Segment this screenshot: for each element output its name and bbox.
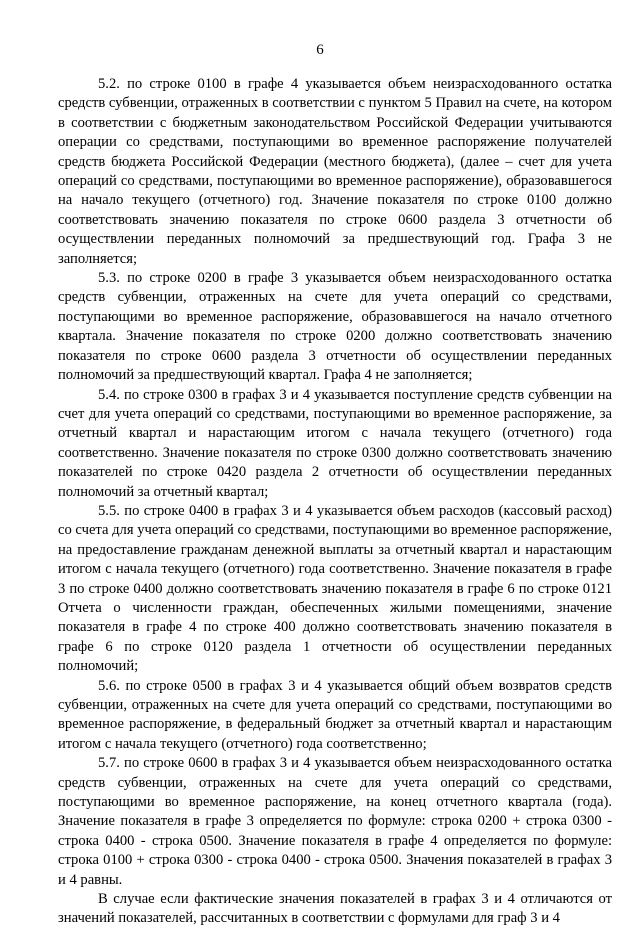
- paragraph-5-4: 5.4. по строке 0300 в графах 3 и 4 указывается поступление средств субвенции на счет для учета операций со средствами, поступающими во временное распоряжение, за отчетный квартал и нарастающим итогом с начала текущего (отчетного) года соответственно. Значение показателя по строке 0300 должно соответствовать значению показателей по строке 0420 раздела 2 отчетности об осуществлении переданных полномочий за отчетный квартал;: [58, 386, 612, 500]
- paragraph-5-2: 5.2. по строке 0100 в графе 4 указывается объем неизрасходованного остатка средств субвенции, отраженных в соответствии с пунктом 5 Правил на счете, на котором в соответствии с бюджетным законодательством Российской Федерации учитываются операции со средствами, поступающими во временное распоряжение получателей средств бюджета Российской Федерации (местного бюджета), (далее – счет для учета операций со средствами, поступающими во временное распоряжение), образовавшегося на начало текущего (отчетного) год. Значение показателя по строке 0100 должно соответствовать значению показателя по строке 0600 раздела 3 отчетности об осуществлении переданных полномочий за предшествующий год. Графа 3 не заполняется;: [58, 76, 612, 267]
- paragraph-5-3: 5.3. по строке 0200 в графе 3 указывается объем неизрасходованного остатка средств субвенции, отраженных на счете для учета операций со средствами, поступающими во временное распоряжение, образовавшегося на начало отчетного квартала. Значение показателя по строке 0200 должно соответствовать значению показателя по строке 0600 раздела 3 отчетности об осуществлении переданных полномочий за предшествующий квартал. Графа 4 не заполняется;: [58, 270, 612, 384]
- paragraph-discrepancy: В случае если фактические значения показателей в графах 3 и 4 отличаются от значений показателей, рассчитанных в соответствии с формулами для граф 3 и 4: [58, 891, 612, 927]
- paragraph-5-7: 5.7. по строке 0600 в графах 3 и 4 указывается объем неизрасходованного остатка средств субвенции, отраженных на счете для учета операций со средствами, поступающими во временное распоряжение, на конец отчетного квартала (года). Значение показателя в графе 3 определяется по формуле: строка 0200 + строка 0300 - строка 0400 - строка 0500. Значение показателя в графе 4 определяется по формуле: строка 0100 + строка 0300 - строка 0400 - строка 0500. Значения показателей в графах 3 и 4 равны.: [58, 755, 612, 888]
- paragraph-5-5: 5.5. по строке 0400 в графах 3 и 4 указывается объем расходов (кассовый расход) со счета для учета операций со средствами, поступающими во временное распоряжение, на предоставление гражданам денежной выплаты за отчетный квартал и нарастающим итогом с начала текущего (отчетного) года соответственно. Значение показателя в графе 3 по строке 0400 должно соответствовать значению показателя в графе 6 по строке 0121 Отчета о численности граждан, обеспеченных жилыми помещениями, значение показателя в графе 4 по строке 400 должно соответствовать значению показателя в графе 6 по строке 0120 раздела 1 отчетности об осуществлении переданных полномочий;: [58, 502, 612, 675]
- document-body: [58, 75, 612, 929]
- page-number: 6: [316, 42, 324, 58]
- paragraph-5-6: 5.6. по строке 0500 в графах 3 и 4 указывается общий объем возвратов средств субвенции, отраженных на счете для учета операций со средствами, поступающими во временное распоряжение, в федеральный бюджет за отчетный квартал и нарастающим итогом с начала текущего (отчетного) года соответственно;: [58, 677, 612, 752]
